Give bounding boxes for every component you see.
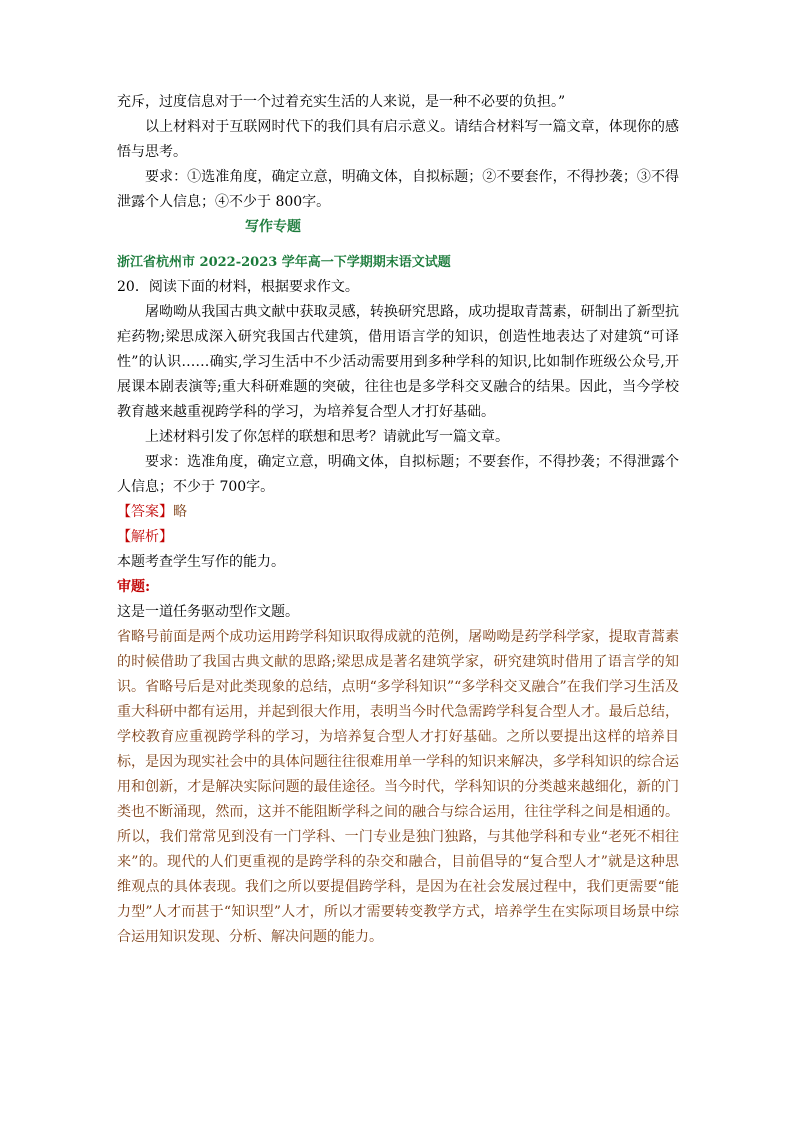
source-title: 浙江省杭州市 2022-2023 学年高一下学期期末语文试题 <box>117 255 451 270</box>
question-prompt: 上述材料引发了你怎样的联想和思考？请就此写一篇文章。 <box>145 429 509 445</box>
intro-requirements: 要求：①选准角度，确定立意，明确文体，自拟标题；②不要套作，不得抄袭；③不得泄露个人信息；④不少于 800字。 <box>117 169 679 210</box>
question-material: 屠呦呦从我国古典文献中获取灵感，转换研究思路，成功提取青蒿素，研制出了新型抗疟药物;梁思成深入研究我国古代建筑，借用语言学的知识，创造性地表达了对建筑“可译性”的认识……确实,学习生活中不少活动需要用到多种学科的知识,比如制作班级公众号,开展课本剧表演等;重大科研难题的突破，往往也是多学科交叉融合的结果。因此，当今学校教育越来越重视跨学科的学习，为培养复合型人才打好基础。 <box>117 304 679 420</box>
analysis-body: 省略号前面是两个成功运用跨学科知识取得成就的范例，屠呦呦是药学科学家，提取青蒿素的时候借助了我国古典文献的思路;梁思成是著名建筑学家，研究建筑时借用了语言学的知识。省略号后是对此类现象的总结，点明“多学科知识”“多学科交叉融合”在我们学习生活及重大科研中都有运用，并起到很大作用，表明当今时代急需跨学科复合型人才。最后总结，学校教育应重视跨学科的学习，为培养复合型人才打好基础。之所以要提出这样的培养目标，是因为现实社会中的具体问题往往很难用单一学科的知识来解决，多学科知识的综合运用和创新，才是解决实际问题的最佳途径。当今时代，学科知识的分类越来越细化，新的门类也不断涌现，然而，这并不能阻断学科之间的融合与综合运用，往往学科之间是相通的。所以，我们常常见到没有一门学科、一门专业是独门独路，与其他学科和专业“老死不相往来”的。现代的人们更重视的是跨学科的杂交和融合，目前倡导的“复合型人才”就是这种思维观点的具体表现。我们之所以要提倡跨学科，是因为在社会发展过程中，我们更需要“能力型”人才而甚于“知识型”人才，所以才需要转变教学方式，培养学生在实际项目场景中综合运用知识发现、分析、解决问题的能力。 <box>117 629 679 945</box>
document-page <box>117 90 679 950</box>
intro-task: 以上材料对于互联网时代下的我们具有启示意义。请结合材料写一篇文章，体现你的感悟与思考。 <box>117 119 679 160</box>
analysis-tag: 【解析】 <box>117 529 173 545</box>
answer-line <box>117 500 679 525</box>
intro-continuation: 充斥，过度信息对于一个过着充实生活的人来说，是一种不必要的负担。” <box>117 94 566 110</box>
section-heading: 写作专题 <box>245 219 301 235</box>
question-requirements: 要求：选准角度，确定立意，明确文体，自拟标题；不要套作，不得抄袭；不得泄露个人信息；不少于 700字。 <box>117 454 679 495</box>
shenti-label: 审题: <box>117 579 151 595</box>
analysis-summary: 本题考查学生写作的能力。 <box>117 554 285 570</box>
question-stem: 20．阅读下面的材料，根据要求作文。 <box>117 279 359 295</box>
answer-value: 略 <box>173 504 187 520</box>
analysis-type-line: 这是一道任务驱动型作文题。 <box>117 604 299 620</box>
answer-tag: 【答案】 <box>117 504 173 520</box>
